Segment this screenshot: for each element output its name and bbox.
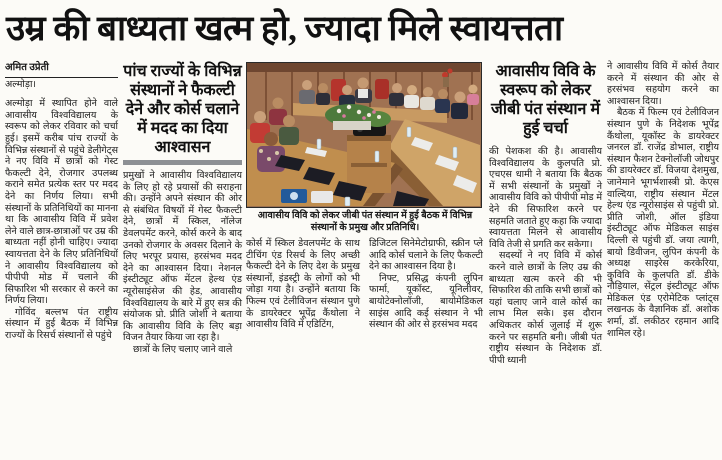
photo-caption: आवासीय विवि को लेकर जीबी पंत संस्थान में हुई बैठक में विभिन्न संस्थानों के प्रमुख और प्रतिनिधि। [257,211,473,233]
body-paragraph: कोर्स में स्किल डेवलपमेंट के साथ टीचिंग एंड रिसर्च के लिए अच्छी फैकल्टी देने के लिए देश के प्रमुख संस्थानों, इंडस्ट्री के लोगों को भी जोड़ा गया है। उन्होंने बताया कि फिल्म एवं टेलीविजन संस्थान पुणे के डायरेक्टर भूपेंद्र कैंथोला ने आवासीय विवि में एडिटिंग, [246,239,360,331]
headline: उम्र की बाध्यता खत्म हो, ज्यादा मिले स्वायत्तता [6,9,563,48]
body-paragraph: गोविंद बल्लभ पंत राष्ट्रीय संस्थान में हुई बैठक में विभिन्न राज्यों के रिसर्च संस्थानों से पहुंचे [5,307,118,342]
body-paragraph: छात्रों के लिए चलाए जाने वाले [133,344,233,355]
byline-author: अमित उप्रेती [5,62,118,78]
center-block [246,62,484,332]
meeting-photo [246,62,482,208]
body-paragraph: डिजिटल सिनेमेटोग्राफी, स्क्रीन प्ले आदि कोर्स चलाने के लिए फैकल्टी देने का आश्वासन दिया है। [369,239,483,273]
body-paragraph: की पेशकश की है। आवासीय विश्वविद्यालय के कुलपति प्रो. एचएस धामी ने बताया कि बैठक में सभी संस्थानों के प्रमुखों ने आवासीय विवि को पीपीपी मोड में देने की सिफारिश करने पर सहमति जताते हुए कहा कि ज्यादा स्वायत्तता मिलने से आवासीय विवि तेजी से प्रगति कर सकेगा। [489,147,603,250]
subheading-left: पांच राज्यों के विभिन्न संस्थानों ने फैकल्टी देने और कोर्स चलाने में मदद का दिया आश्वासन [123,63,242,156]
subheading-right: आवासीय विवि के स्वरूप को लेकर जीबी पंत संस्थान में हुई चर्चा [490,63,601,137]
column-5 [489,62,602,367]
column-3 [246,239,360,332]
body-paragraph: सदस्यों ने नए विवि में कोर्स करने वाले छात्रों के लिए उम्र की बाध्यता खत्म करने की भी सिफारिश की ताकि सभी छात्रों को यहां चलाए जाने वाले कोर्स का लाभ मिल सके। इस दौरान अधिकतर कोर्स जुलाई में शुरू करने पर सहमति बनी। जीबी पंत राष्ट्रीय संस्थान के निदेशक डॉ. पीपी ध्यानी [489,251,602,366]
body-paragraph: बैठक में फिल्म एवं टेलीविजन संस्थान पुणे के निदेशक भूपेंद्र कैंथोला, यूकॉस्ट के डायरेक्टर जनरल डॉ. राजेंद्र डोभाल, राष्ट्रीय संस्थान फैशन टेक्नोलॉजी जोधपुर की डायरेक्टर डॉ. विजया देशमुख, जानेमाने भूगर्भशास्त्री प्रो. केएस वाल्दिया, राष्ट्रीय संस्थान मेंटल हेल्थ एंड न्यूरोसाइंस से पहुंची प्रो. प्रीति जोशी, ऑल इंडिया इंस्टीट्यूट ऑफ मेडिकल साइंस दिल्ली से पहुंची डॉ. जया त्यागी, बायो डिवीजन, लुपिन कंपनी के अध्यक्ष साइरेस करकेरिया, कुविवि के कुलपति डॉ. डीके नौड़ियाल, सेंट्रल इंस्टीट्यूट ऑफ मेडिकल एंड एरोमेटिक प्लांट्स लखनऊ के वैज्ञानिक डॉ. अशोक शर्मा, डॉ. लकीठर रहमान आदि शामिल रहे। [607,108,719,339]
body-paragraph: निफ्ट, प्रसिद्ध कंपनी लुपिन फार्मा, यूकॉस्ट, यूनिलीवर, बायोटेक्नोलॉजी, बायोमेडिकल साइंस आदि कई संस्थान ने भी संस्थान की ओर से हरसंभव मदद [369,273,483,331]
dateline: अल्मोड़ा। [5,79,37,90]
gray-divider [123,160,242,165]
column-4 [369,239,483,332]
column-2 [123,62,242,357]
column-1 [5,62,118,343]
meeting-photo-graphic [247,63,480,206]
body-paragraph: प्रमुखों ने आवासीय विश्वविद्यालय के लिए हो रहे प्रयासों की सराहना की। उन्होंने अपने संस्थान की ओर से संबंधित विषयों में गेस्ट फैकल्टी देने, छात्रों में स्किल, नॉलेज डेवलपमेंट करने, कोर्स करने के बाद उनको रोजगार के अवसर दिलाने के लिए भरपूर प्रयास, हरसंभव मदद देने का आश्वासन दिया। नेशनल इंस्टीट्यूट ऑफ मेंटल हेल्थ एंड न्यूरोसाइंसेज की हेड, आवासीय विश्वविद्यालय के बारे में हुए सत्र की संयोजक प्रो. प्रीति जोशी ने बताया कि आवासीय विवि के लिए बड़ा विजन तैयार किया जा रहा है। [123,171,242,344]
photo-subcolumns [246,239,484,332]
column-6 [607,62,719,340]
body-paragraph: अल्मोड़ा में स्थापित होने वाले आवासीय विश्वविद्यालय के स्वरूप को लेकर रविवार को चर्चा हुई। इसमें करीब पांच राज्यों के विभिन्न संस्थानों से पहुंचे डेलीगेट्स ने नए विवि में छात्रों को गेस्ट फैकल्टी देने, रोजगार उपलब्ध कराने समेत प्रत्येक स्तर पर मदद देने का निर्णय लिया। सभी संस्थानों के प्रतिनिधियों का मानना था कि आवासीय विवि में प्रवेश लेने वाले छात्र-छात्राओं पर उम्र की बाध्यता नहीं होनी चाहिए। ज्यादा स्वायत्तता देने के लिए प्रतिनिधियों ने आवासीय विश्वविद्यालय को पीपीपी मोड में चलाने की सिफारिश भी सरकार से करने का निर्णय लिया। [5,99,118,307]
body-paragraph: ने आवासीय विवि में कोर्स तैयार करने में संस्थान की ओर से हरसंभव सहयोग करने का आश्वासन दिया। [607,62,719,107]
